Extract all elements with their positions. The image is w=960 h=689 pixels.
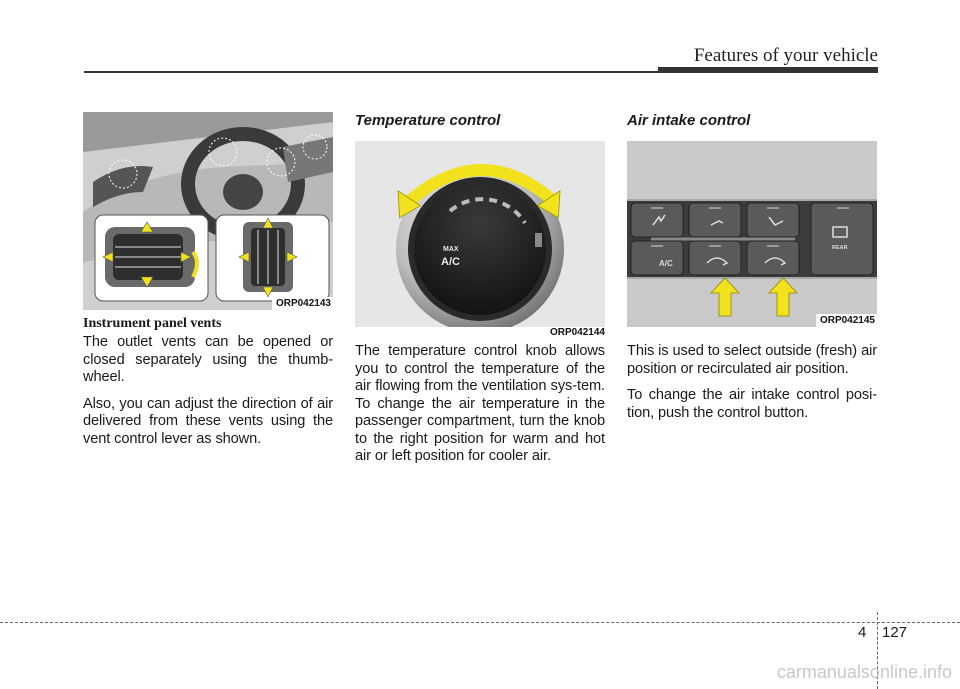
temperature-figure-code: ORP042144 (549, 327, 605, 338)
vents-paragraph-2: Also, you can adjust the direction of air delivered from these vents using the vent control lever as shown. (83, 395, 333, 447)
dashboard-illustration (83, 112, 333, 310)
temperature-knob-illustration (355, 141, 605, 327)
page-header-title: Features of your vehicle (693, 45, 878, 66)
page-number: 127 (882, 624, 908, 641)
temperature-column (355, 112, 605, 475)
air-intake-paragraph-2: To change the air intake control posi-tion, push the control button. (627, 387, 877, 421)
knob-label-max: MAX (443, 246, 459, 253)
air-intake-rear-label: REAR (832, 245, 848, 251)
temperature-paragraph-1: The temperature control knob allows you to control the temperature of the air flowing from the ventilation sys-tem. To change the air temperature in the passenger compartment, turn the knob to the right position for warm and hot air or left position for cooler air. (355, 343, 605, 464)
vents-paragraph-1: The outlet vents can be opened or closed separately using the thumb-wheel. (83, 334, 333, 385)
knob-label-ac: A/C (441, 256, 460, 268)
air-intake-heading: Air intake control (627, 112, 751, 129)
chapter-number: 4 (858, 624, 867, 641)
air-intake-figure (627, 141, 877, 327)
temperature-figure (355, 141, 605, 327)
air-intake-column (627, 112, 877, 431)
air-intake-paragraph-1: This is used to select outside (fresh) air position or recirculated air position. (627, 343, 877, 377)
header-rule-thin (84, 71, 658, 73)
vents-column (83, 112, 333, 457)
air-intake-ac-label: A/C (659, 259, 673, 268)
air-intake-panel-illustration (627, 141, 877, 327)
footer-dashed-rule (0, 622, 960, 623)
header-rule-thick (658, 67, 878, 73)
vents-figure-code: ORP042143 (272, 297, 333, 310)
air-intake-figure-code: ORP042145 (816, 314, 877, 327)
vents-figure (83, 112, 333, 310)
temperature-heading: Temperature control (355, 112, 501, 129)
watermark: carmanualsonline.info (776, 662, 952, 682)
vents-heading: Instrument panel vents (83, 316, 222, 331)
